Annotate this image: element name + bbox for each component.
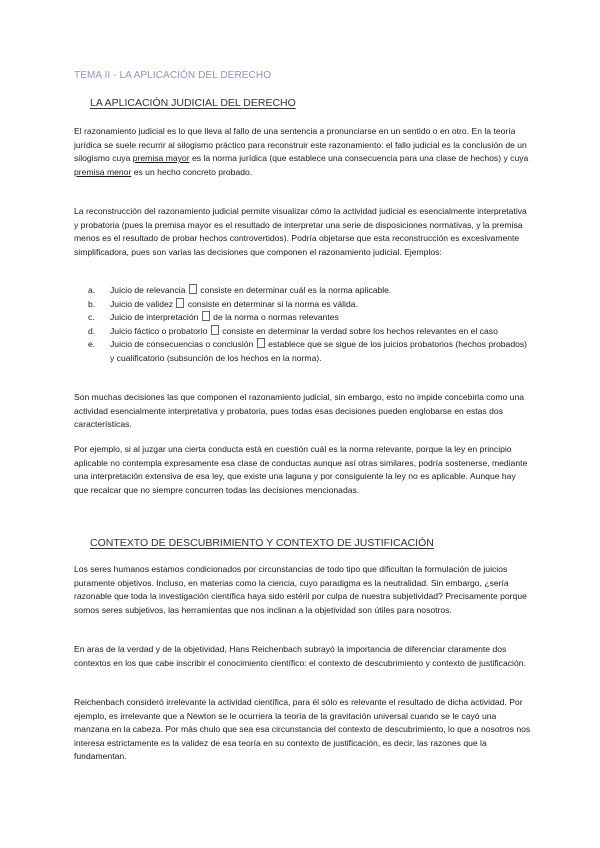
list-marker: d. bbox=[88, 325, 96, 336]
p4-text: Por ejemplo, si al juzgar una cierta conducta está en cuestión cuál es la norma relevante, porque la ley en principio aplicable no contempla expresamente esa clase de conductas aunque así otras similares, podría sostenerse, mediante una interpretación extensiva de esa ley, que existe una laguna y por consiguiente la ley no es aplicable. Aunque hay que recalcar que no siempre concurren todas las decisiones mencionadas. bbox=[74, 444, 528, 495]
list-label: Juicio de consecuencias o conclusión bbox=[110, 339, 254, 350]
list-label: Juicio de validez bbox=[110, 298, 174, 309]
list-text: consiste en determinar si la norma es válida. bbox=[187, 298, 358, 309]
paragraph-ejemplo bbox=[74, 443, 532, 497]
list-marker: e. bbox=[88, 339, 96, 350]
paragraph-reconstruccion bbox=[74, 205, 532, 259]
list-item bbox=[88, 298, 528, 312]
p1-text-c: es un hecho concreto probado. bbox=[131, 166, 253, 177]
p5-text: Los seres humanos estamos condicionados por circunstancias de todo tipo que dificultan la formulación de juicios puramente objetivos. Incluso, en materias como la ciencia, cuyo paradigma es la neutralidad. Sin embargo, ¿sería razonable que toda la investigación científica haya sido estéril por culpa de nuestra subjetividad? Precisamente porque somos seres subjetivos, las herramientas que nos inclinan a la objetividad son útiles para nosotros. bbox=[74, 564, 527, 615]
missing-glyph-icon bbox=[189, 284, 197, 294]
paragraph-subjetividad bbox=[74, 563, 532, 617]
missing-glyph-icon bbox=[257, 338, 265, 348]
p7-text: Reichenbach consideró irrelevante la actividad científica, para él sólo es relevante el resultado de dicha actividad. Por ejemplo, es irrelevante que a Newton se le ocurriera la teoría de la gravitación universal cuando se le cayó una manzana en la cabeza. Por más chulo que sea esa circunstancia del contexto de descubrimiento, lo que a nosotros nos interesa estrictamente es la validez de esa teoría en su contexto de justificación, es decir, las razones que la fundamentan. bbox=[74, 697, 531, 762]
list-label: Juicio fáctico o probatorio bbox=[110, 325, 208, 336]
p2-text: La reconstrucción del razonamiento judicial permite visualizar cómo la actividad judicial es esencialmente interpretativa y probatoria (pues la premisa mayor es el resultado de interpretar una serie de disposiciones normativas, y la premisa menos es el resultado de probar hechos controvertidos). Podría objetarse que esta reconstrucción es excesivamente simplificadora, pues son varias las decisiones que componen el razonamiento judicial. Ejemplos: bbox=[74, 206, 527, 257]
list-text: establece que se sigue de los juicios probatorios (hechos probados) y cualificatorio (subsunción de los hechos en la norma). bbox=[110, 339, 528, 363]
paragraph-razonamiento bbox=[74, 125, 532, 179]
list-label: Juicio de relevancia bbox=[110, 285, 186, 295]
list-marker: b. bbox=[88, 298, 96, 309]
p3-text: Son muchas decisiones las que componen el razonamiento judicial, sin embargo, esto no impide concebirla como una actividad esencialmente interpretativa y probatoria, pues todas esas decisiones pueden englobarse en estas dos características. bbox=[74, 392, 524, 430]
missing-glyph-icon bbox=[176, 298, 184, 308]
premisa-menor-term: premisa menor bbox=[74, 166, 132, 177]
list-item bbox=[88, 284, 528, 298]
paragraph-newton bbox=[74, 696, 532, 764]
missing-glyph-icon bbox=[211, 325, 219, 335]
list-marker: a. bbox=[88, 285, 96, 295]
list-item bbox=[88, 325, 528, 339]
list-item bbox=[88, 311, 528, 325]
missing-glyph-icon bbox=[202, 311, 210, 321]
paragraph-reichenbach bbox=[74, 643, 532, 670]
list-marker: c. bbox=[88, 312, 95, 323]
p1-text-b: es la norma jurídica (que establece una consecuencia para una clase de hechos) y cuya bbox=[189, 153, 529, 164]
list-text: consiste en determinar cuál es la norma aplicable. bbox=[200, 285, 392, 295]
p6-text: En aras de la verdad y de la objetividad, Hans Reichenbach subrayó la importancia de diferenciar claramente dos contextos en los que cabe inscribir el conocimiento científico: el contexto de descubrimiento y contexto de justificación. bbox=[74, 644, 526, 668]
heading-contexto: CONTEXTO DE DESCUBRIMIENTO Y CONTEXTO DE JUSTIFICACIÓN bbox=[90, 537, 434, 549]
p1-text-a: El razonamiento judicial es lo que lleva al fallo de una sentencia a pronunciarse en un sentido o en otro. En la teoría jurídica se suele recurrir al silogismo práctico para reconstruir este razonamiento: el fallo judicial es la conclusión de un silogismo cuya bbox=[74, 126, 527, 164]
premisa-mayor-term: premisa mayor bbox=[132, 153, 190, 164]
heading-aplicacion-judicial: LA APLICACIÓN JUDICIAL DEL DERECHO bbox=[90, 97, 296, 109]
section-title: TEMA II - LA APLICACIÓN DEL DERECHO bbox=[74, 70, 272, 81]
list-label: Juicio de interpretación bbox=[110, 312, 199, 323]
judgment-list bbox=[88, 284, 528, 366]
paragraph-decisiones bbox=[74, 391, 532, 432]
list-text: de la norma o normas relevantes bbox=[213, 312, 339, 323]
list-text: consiste en determinar la verdad sobre los hechos relevantes en el caso bbox=[222, 325, 498, 336]
list-item bbox=[88, 338, 528, 365]
